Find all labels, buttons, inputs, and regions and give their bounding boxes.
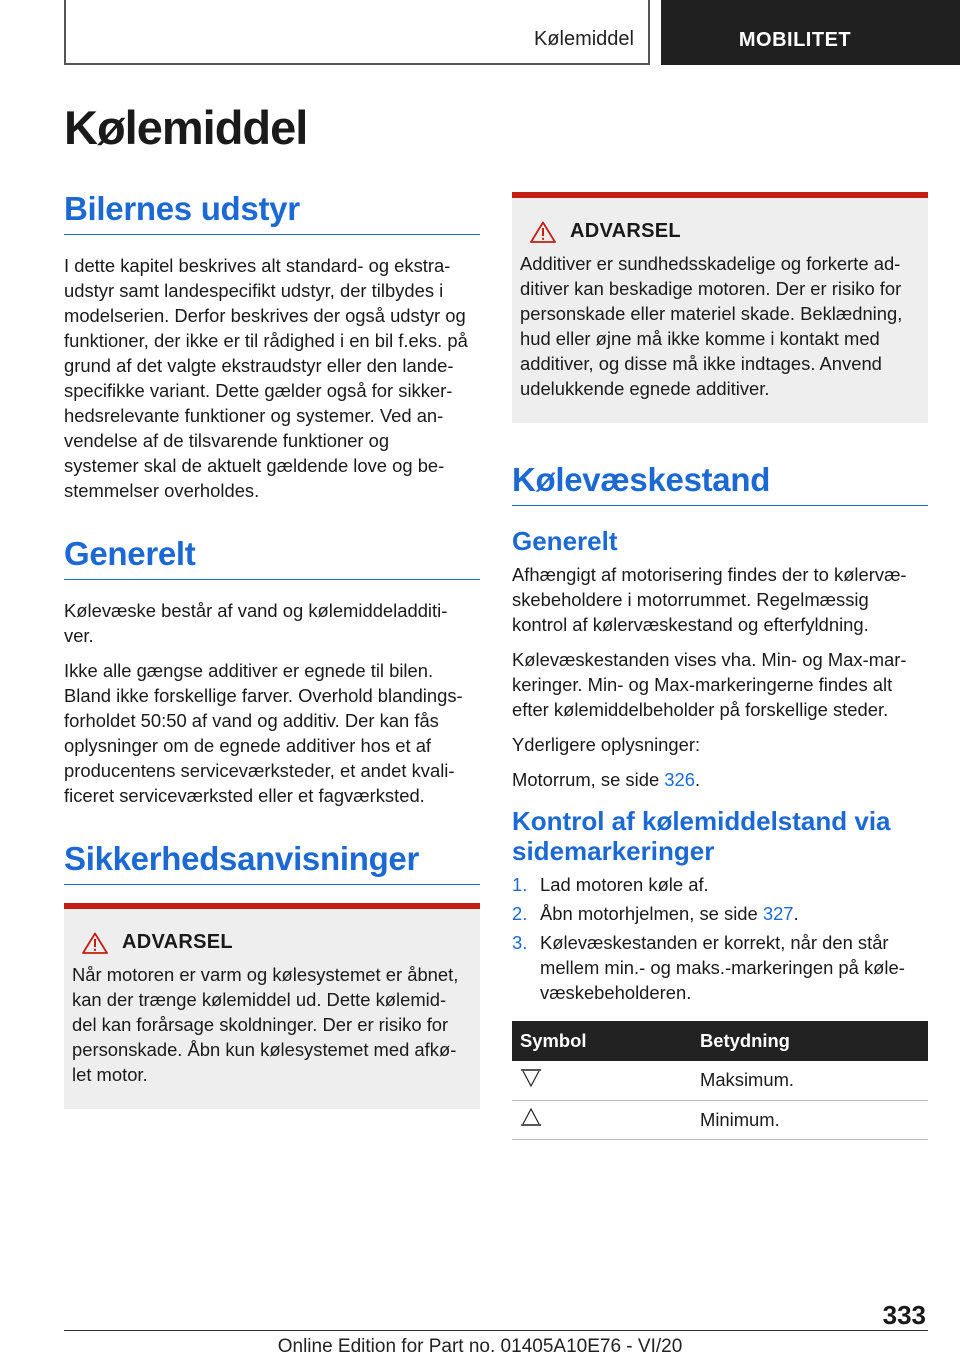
list-item: 1. Lad motoren køle af. <box>512 874 709 895</box>
list-item: 2. Åbn motorhjelmen, se side 327. <box>512 903 799 924</box>
table-cell-symbol <box>512 1100 692 1139</box>
warning-header <box>72 931 472 954</box>
steps-list <box>512 872 928 1005</box>
warning-title: ADVARSEL <box>570 220 681 242</box>
subheading-side-markings: Kontrol af kølemiddelstand via sidemarkeringer <box>512 806 891 866</box>
page-number: 333 <box>882 1300 926 1330</box>
footer-edition: Online Edition for Part no. 01405A10E76 - VI/20 <box>277 1336 683 1357</box>
table-cell-meaning: Maksimum. <box>692 1061 928 1100</box>
max-mark-icon <box>520 1068 542 1088</box>
level-paragraph-2: Kølevæskestanden vises vha. Min- og Max-mar- keringer. Min- og Max-markeringerne findes alt efter kølemiddelbeholder på forskellige steder. <box>512 649 907 720</box>
table-header-meaning: Betydning <box>692 1021 928 1061</box>
warning-text: Additiver er sundhedsskadelige og forkerte ad- ditiver kan beskadige motoren. Der er risiko for personskade eller materiel skade. Beklædning, hud eller øjne må ikke komme i kontakt med additiver, og disse må ikke indtages. Anvend udelukkende egnede additiver. <box>520 253 903 399</box>
warning-triangle-icon <box>82 932 108 954</box>
page-link-326[interactable]: 326 <box>664 769 695 790</box>
table-header-row <box>512 1021 928 1061</box>
table-row <box>512 1061 928 1100</box>
level-paragraph-1: Afhængigt af motorisering findes der to kølervæ- skebeholdere i motorrummet. Regelmæssig kontrol af kølervæskestand og efterfyldning. <box>512 564 907 635</box>
general-paragraph-2: Ikke alle gængse additiver er egnede til bilen. Bland ikke forskellige farver. Overhold blandings- forholdet 50:50 af vand og additiv. Der kan fås oplysninger om de egnede additiver hos et af producentens serviceværksteder, et andet kvali- ficeret serviceværksted eller et fagværksted. <box>64 660 463 806</box>
level-paragraph-4: Motorrum, se side 326. <box>512 769 701 790</box>
heading-general: Generelt <box>64 535 480 580</box>
header-section-title: Kølemiddel <box>533 28 634 50</box>
table-row <box>512 1100 928 1139</box>
header-chapter-tab <box>661 0 960 65</box>
warning-box-additives <box>512 192 928 423</box>
heading-equipment: Bilernes udstyr <box>64 190 480 235</box>
warning-title: ADVARSEL <box>122 931 233 953</box>
symbol-table <box>512 1021 928 1140</box>
page-link-327[interactable]: 327 <box>762 903 794 924</box>
warning-header <box>520 220 920 243</box>
table-header-symbol: Symbol <box>512 1021 692 1061</box>
page-title: Kølemiddel <box>64 101 308 154</box>
table-cell-meaning: Minimum. <box>692 1100 928 1139</box>
left-column <box>64 190 480 1109</box>
equipment-paragraph: I dette kapitel beskrives alt standard- og ekstra- udstyr samt landespecifikt udstyr, der tilbydes i modelserien. Derfor beskrives der også udstyr og funktioner, der ikke er til rådighed i en bil f.eks. på grund af det valgte ekstraudstyr eller den lande- specifikke variant. Dette gælder også for sikker- hedsrelevante funktioner og systemer. Ved an- vendelse af de tilsvarende funktioner og systemer skal de aktuelt gældende love og be- stemmelser overholdes. <box>64 255 468 501</box>
level-paragraph-3: Yderligere oplysninger: <box>512 734 701 755</box>
general-paragraph-1: Kølevæske består af vand og kølemiddeladditi- ver. <box>64 600 448 646</box>
warning-triangle-icon <box>530 221 556 243</box>
list-item: 3. Kølevæskestanden er korrekt, når den står mellem min.- og maks.-markeringen på køle- væskebeholderen. <box>512 932 905 1003</box>
table-cell-symbol <box>512 1061 692 1100</box>
subheading-general: Generelt <box>512 526 618 556</box>
heading-safety: Sikkerhedsanvisninger <box>64 840 480 885</box>
right-column <box>512 192 928 1140</box>
warning-text: Når motoren er varm og kølesystemet er åbnet, kan der trænge kølemiddel ud. Dette kølemid- del kan forårsage skoldninger. Der er risiko for personskade. Åbn kun kølesystemet med afkø- let motor. <box>72 964 459 1085</box>
header-chapter-title: MOBILITET <box>738 29 852 51</box>
header-section-box <box>64 0 650 65</box>
footer-divider <box>64 1330 928 1331</box>
heading-coolant-level: Kølevæskestand <box>512 461 928 506</box>
warning-box-coolant-hot <box>64 903 480 1109</box>
page-header <box>0 0 960 66</box>
min-mark-icon <box>520 1107 542 1127</box>
